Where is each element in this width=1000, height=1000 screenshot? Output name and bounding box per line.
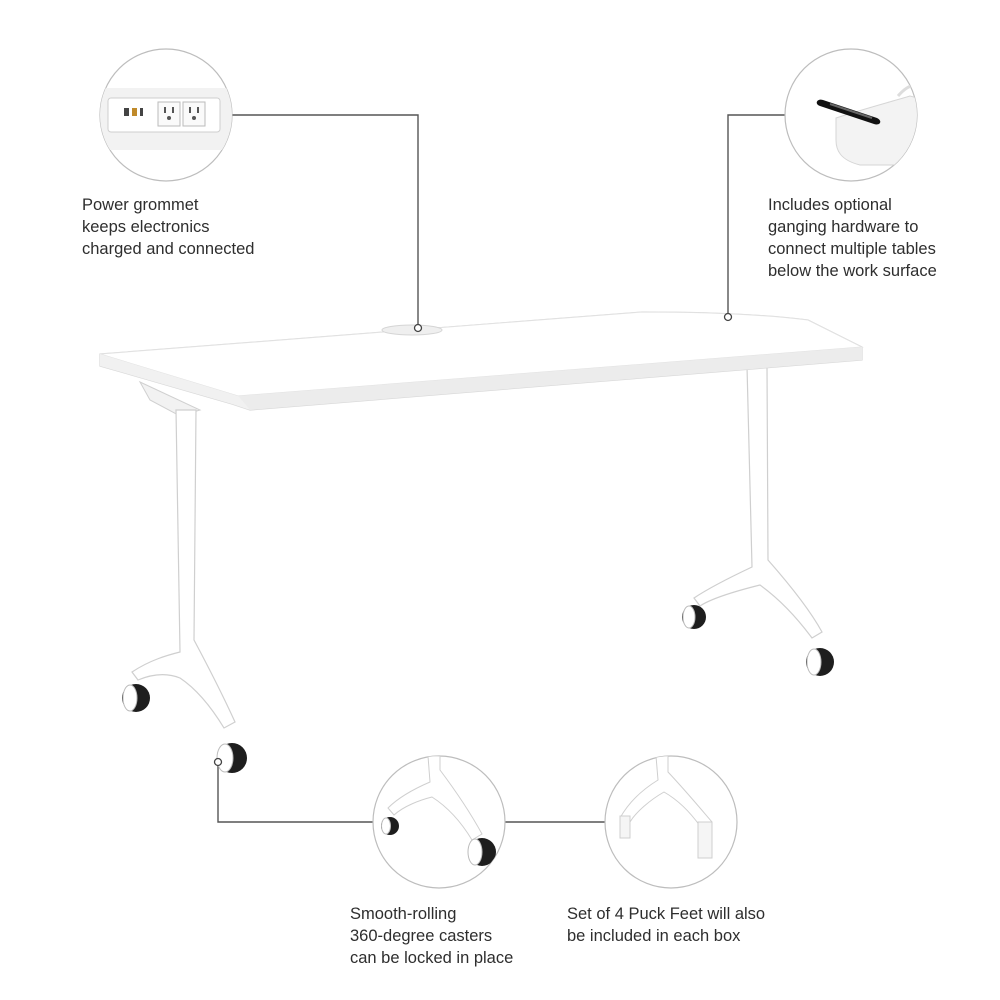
leader-lines: [218, 115, 786, 822]
grommet-cutout: [382, 325, 442, 335]
caption-line: below the work surface: [768, 262, 937, 280]
mobile-table: [100, 312, 862, 773]
caption-line: keeps electronics: [82, 218, 210, 236]
caption-line: 360-degree casters: [350, 927, 493, 945]
detail-circle-power-grommet: [100, 49, 240, 181]
caption-line: can be locked in place: [350, 949, 514, 967]
leader-line-casters: [218, 762, 374, 822]
caster-wheel: [682, 605, 706, 629]
caption-casters: [350, 903, 513, 969]
leader-dot-grommet: [415, 325, 422, 332]
caption-line: ganging hardware to: [768, 218, 919, 236]
caster-wheel: [806, 648, 834, 676]
leader-dot-ganging: [725, 314, 732, 321]
leader-line-grommet: [232, 115, 418, 326]
table-leg-front: [122, 382, 247, 773]
caption-line: Smooth-rolling: [350, 905, 457, 923]
caption-power-grommet: [82, 194, 254, 260]
detail-circle-casters: [373, 756, 505, 888]
caption-line: Power grommet: [82, 196, 199, 214]
caption-puck-feet: [567, 903, 765, 947]
caption-line: connect multiple tables: [768, 240, 936, 258]
power-outlet-icon: [100, 88, 240, 150]
detail-circle-puck-feet: [605, 756, 737, 888]
caption-line: Includes optional: [768, 196, 892, 214]
caption-line: charged and connected: [82, 240, 255, 258]
caption-ganging-hardware: [768, 194, 937, 282]
caster-wheel: [122, 684, 150, 712]
caption-line: Set of 4 Puck Feet will also: [567, 905, 766, 923]
caption-line: be included in each box: [567, 927, 741, 945]
detail-circle-ganging-hardware: [785, 49, 925, 181]
table-leg-back: [682, 366, 834, 676]
caster-wheel-locking: [215, 743, 248, 773]
